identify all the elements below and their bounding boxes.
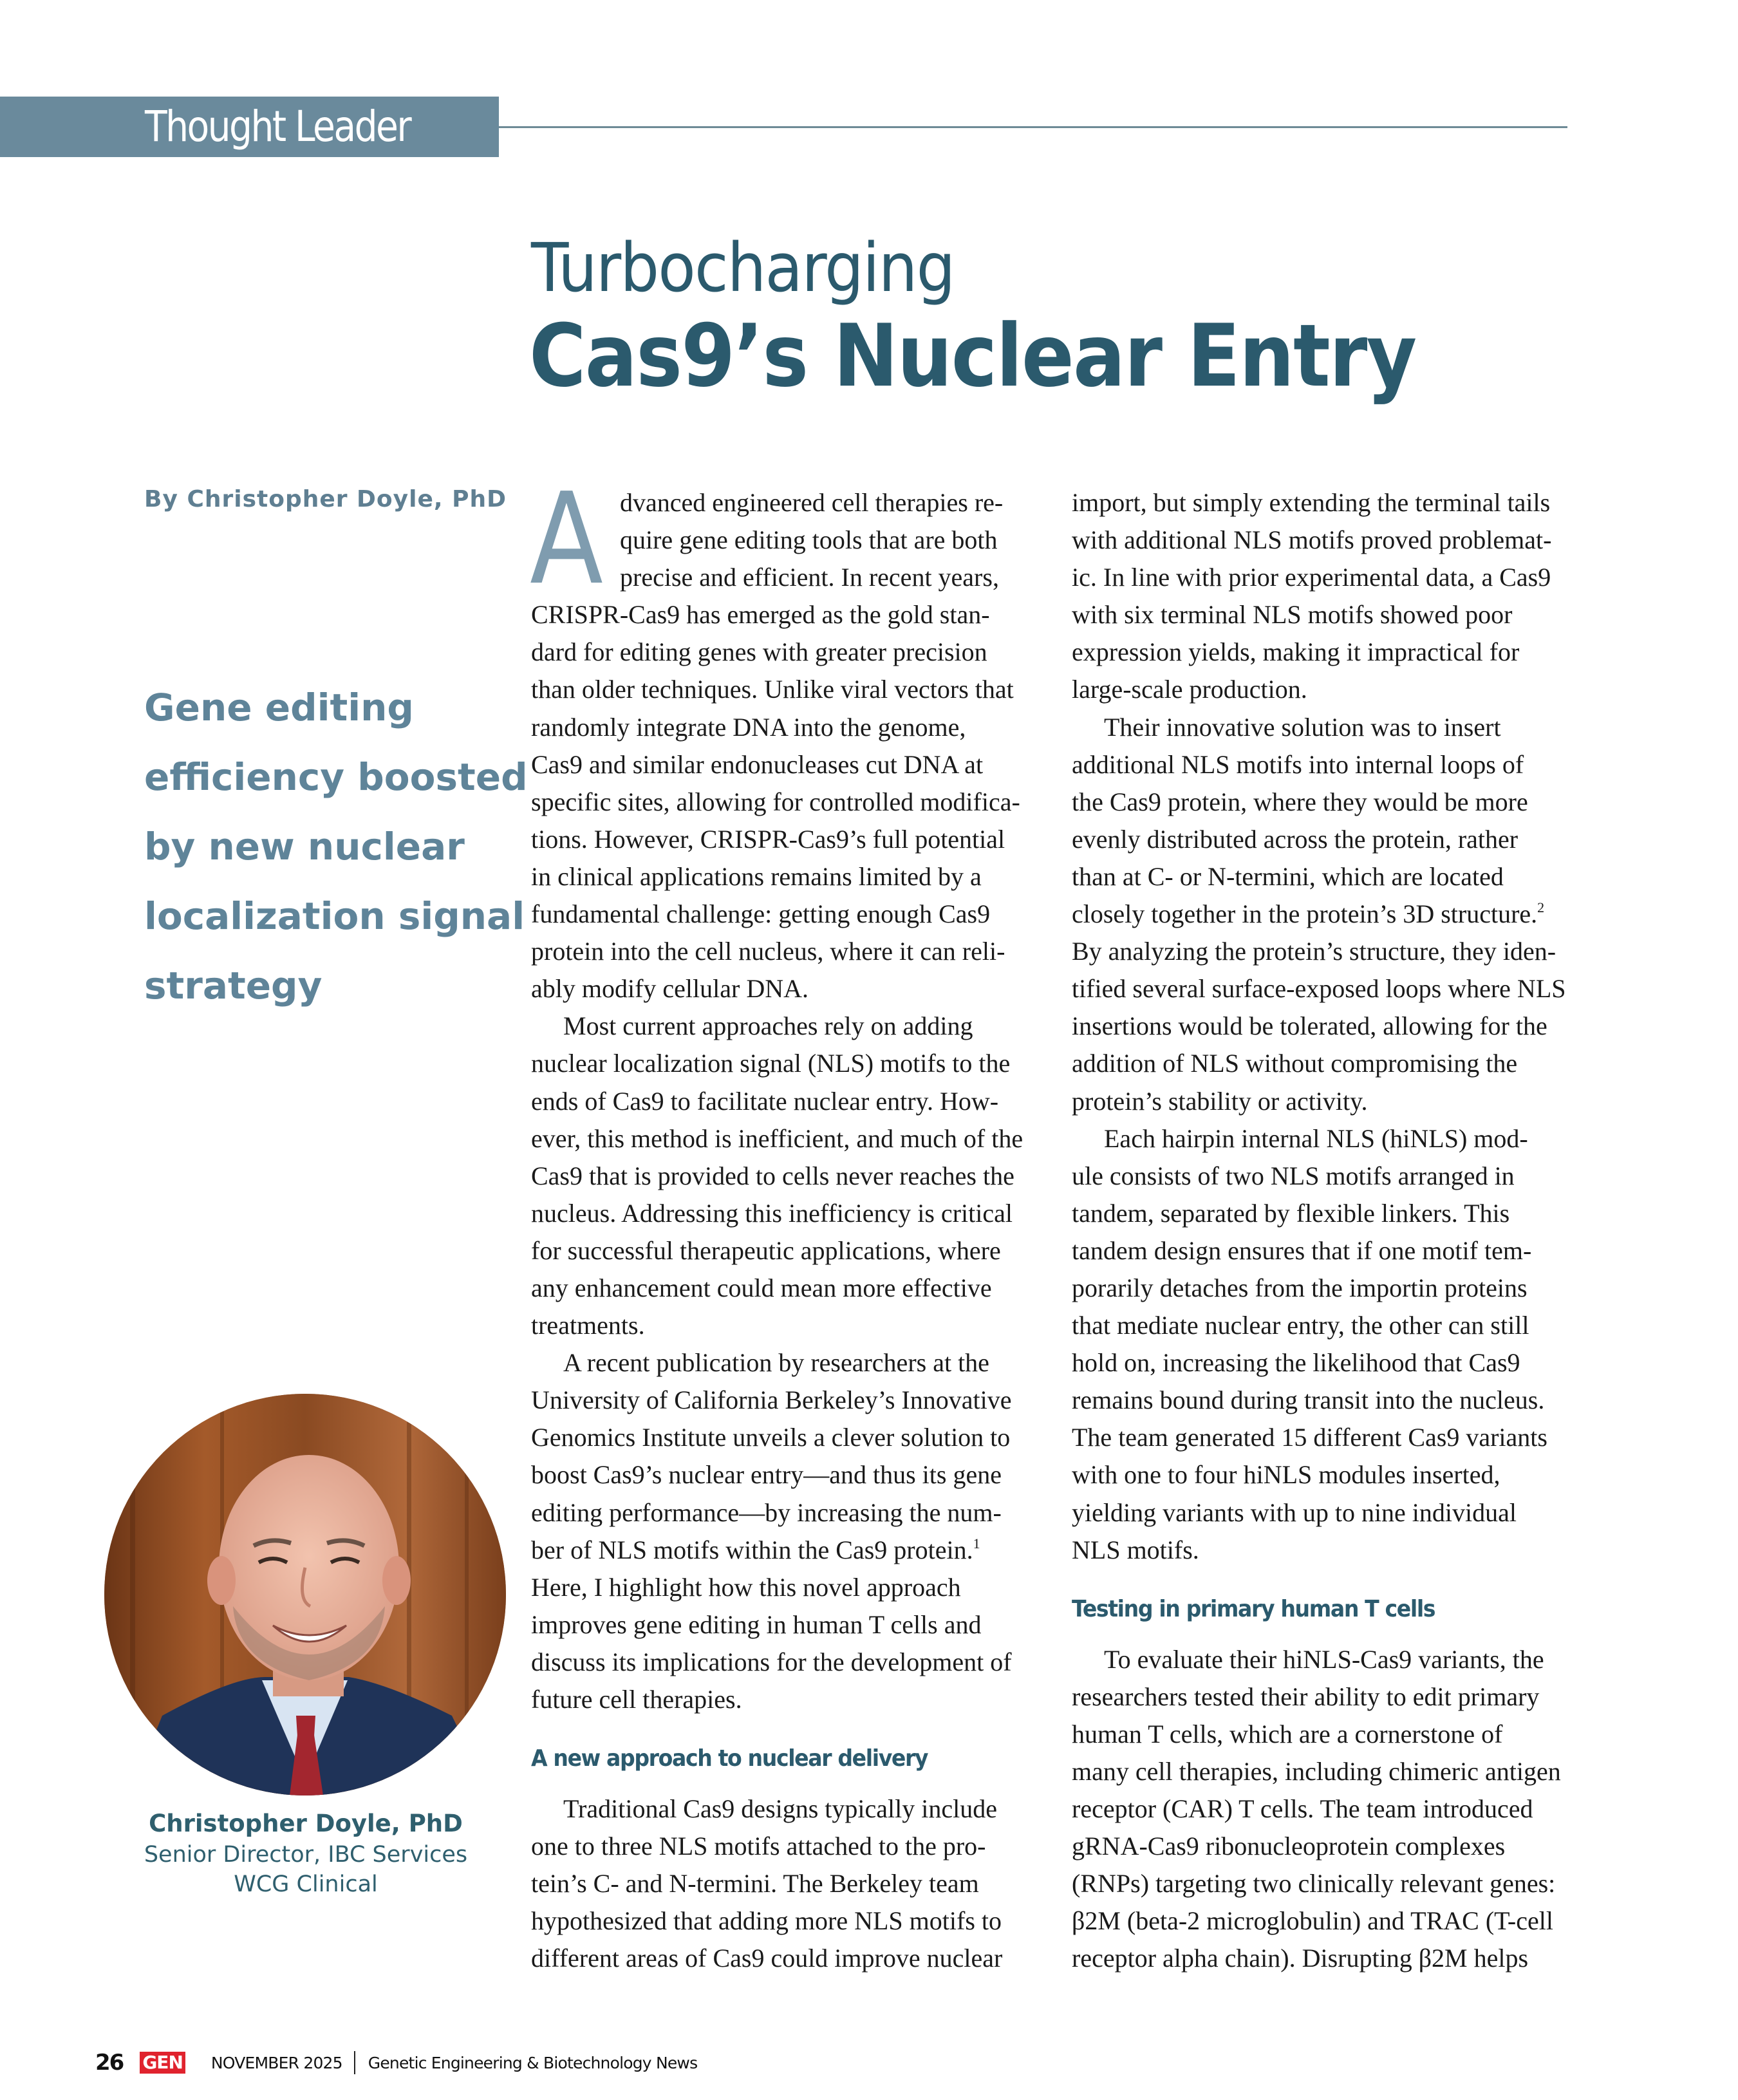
text-line: ever, this method is inefficient, and much of the xyxy=(531,1123,1023,1153)
footer-divider xyxy=(354,2051,355,2074)
publication-name: Genetic Engineering & Biotechnology News xyxy=(368,2053,698,2072)
text-line: CRISPR-Cas9 has emerged as the gold stan- xyxy=(531,600,990,630)
text-line: many cell therapies, including chimeric antigen xyxy=(1072,1757,1561,1786)
text-line: for successful therapeutic applications, where xyxy=(531,1235,1001,1265)
text-line: ic. In line with prior experimental data, a Cas9 xyxy=(1072,563,1551,592)
text-line: Here, I highlight how this novel approach xyxy=(531,1572,961,1602)
text-line: one to three NLS motifs attached to the pro- xyxy=(531,1832,986,1861)
text-line: quire gene editing tools that are both xyxy=(620,525,998,555)
author-role: Senior Director, IBC Services xyxy=(144,1842,468,1868)
text-line: (RNPs) targeting two clinically relevant genes: xyxy=(1072,1869,1556,1898)
text-line: expression yields, making it impractical for xyxy=(1072,637,1520,667)
text-line: insertions would be tolerated, allowing for the xyxy=(1072,1011,1547,1041)
page-footer xyxy=(95,2044,697,2081)
text-line: NLS motifs. xyxy=(1072,1535,1199,1564)
text-line: ber of NLS motifs within the Cas9 protein. xyxy=(531,1535,973,1564)
footnote-ref[interactable]: 1 xyxy=(973,1535,980,1552)
text-line: Most current approaches rely on adding xyxy=(563,1011,973,1041)
section-rule-divider xyxy=(499,126,1567,128)
text-line: By analyzing the protein’s structure, they iden- xyxy=(1072,937,1556,966)
author-organization: WCG Clinical xyxy=(234,1871,378,1897)
text-line: human T cells, which are a cornerstone of xyxy=(1072,1719,1503,1748)
pull-quote-line: Gene editing xyxy=(144,686,414,729)
section-subhead: A new approach to nuclear delivery xyxy=(531,1745,928,1772)
byline: By Christopher Doyle, PhD xyxy=(144,486,507,512)
text-line: Genomics Institute unveils a clever solution to xyxy=(531,1423,1011,1452)
text-line: large-scale production. xyxy=(1072,675,1307,704)
text-line: receptor (CAR) T cells. The team introduced xyxy=(1072,1794,1533,1824)
section-subhead: Testing in primary human T cells xyxy=(1072,1595,1435,1622)
text-line: University of California Berkeley’s Innovative xyxy=(531,1385,1012,1415)
text-line: improves gene editing in human T cells and xyxy=(531,1609,982,1639)
text-line: specific sites, allowing for controlled modifica- xyxy=(531,787,1020,816)
text-line: The team generated 15 different Cas9 variants xyxy=(1072,1423,1547,1452)
text-line: discuss its implications for the development of xyxy=(531,1647,1012,1676)
text-line: gRNA-Cas9 ribonucleoprotein complexes xyxy=(1072,1832,1506,1861)
intro-paragraph xyxy=(530,466,1033,613)
text-line: tified several surface-exposed loops where NLS xyxy=(1072,974,1566,1004)
author-portrait-illustration xyxy=(104,1394,506,1795)
text-line: receptor alpha chain). Disrupting β2M helps xyxy=(1072,1944,1529,1973)
author-caption xyxy=(97,1808,515,1899)
text-line: porarily detaches from the importin proteins xyxy=(1072,1273,1528,1302)
pull-quote xyxy=(144,673,528,1020)
pull-quote-line: localization signal xyxy=(144,894,525,938)
text-line: nucleus. Addressing this inefficiency is critical xyxy=(531,1198,1013,1228)
drop-cap: A xyxy=(530,466,603,613)
text-line: addition of NLS without compromising the xyxy=(1072,1049,1518,1078)
text-line: To evaluate their hiNLS-Cas9 variants, the xyxy=(1104,1644,1544,1674)
text-line: import, but simply extending the terminal tails xyxy=(1072,488,1551,517)
text-line: dvanced engineered cell therapies re- xyxy=(620,488,1004,517)
text-line: Cas9 that is provided to cells never reaches the xyxy=(531,1161,1014,1190)
pull-quote-line: strategy xyxy=(144,964,322,1008)
body-column-2 xyxy=(530,466,1033,1978)
text-line: hypothesized that adding more NLS motifs to xyxy=(531,1906,1002,1936)
text-line: any enhancement could mean more effective xyxy=(531,1273,992,1302)
text-line: dard for editing genes with greater precision xyxy=(531,637,987,667)
pull-quote-line: efficiency boosted xyxy=(144,755,528,799)
text-line: treatments. xyxy=(531,1311,645,1340)
text-line: tandem, separated by flexible linkers. This xyxy=(1072,1198,1510,1228)
page-number: 26 xyxy=(95,2050,124,2076)
text-line: with one to four hiNLS modules inserted, xyxy=(1072,1460,1500,1490)
text-line: Traditional Cas9 designs typically include xyxy=(563,1794,998,1824)
text-line: with six terminal NLS motifs showed poor xyxy=(1072,600,1513,630)
text-line: remains bound during transit into the nucleus. xyxy=(1072,1385,1545,1415)
text-line: evenly distributed across the protein, rather xyxy=(1072,824,1518,854)
text-line: Their innovative solution was to insert xyxy=(1104,712,1501,742)
text-line: closely together in the protein’s 3D structure. xyxy=(1072,899,1538,929)
text-line: than older techniques. Unlike viral vectors that xyxy=(531,675,1014,704)
text-line: additional NLS motifs into internal loops of xyxy=(1072,749,1524,779)
text-line: nuclear localization signal (NLS) motifs to the xyxy=(531,1049,1011,1078)
gen-logo: GEN xyxy=(140,2052,185,2074)
text-line: future cell therapies. xyxy=(531,1685,742,1714)
text-line: ably modify cellular DNA. xyxy=(531,974,808,1004)
text-line: ule consists of two NLS motifs arranged in xyxy=(1072,1161,1515,1190)
text-line: editing performance—by increasing the num- xyxy=(531,1497,1002,1527)
text-line: β2M (beta-2 microglobulin) and TRAC (T-cell xyxy=(1072,1906,1553,1936)
text-line: randomly integrate DNA into the genome, xyxy=(531,712,966,742)
article-title: Cas9’s Nuclear Entry xyxy=(529,306,1416,406)
body-column-3 xyxy=(1072,484,1580,1978)
text-line: protein into the cell nucleus, where it can reli- xyxy=(531,937,1005,966)
text-line: that mediate nuclear entry, the other can still xyxy=(1072,1311,1529,1340)
article-title-kicker: Turbocharging xyxy=(531,229,955,307)
text-line: than at C- or N-termini, which are located xyxy=(1072,861,1504,891)
text-line: A recent publication by researchers at the xyxy=(563,1348,989,1378)
text-line: in clinical applications remains limited by a xyxy=(531,861,982,891)
text-line: Each hairpin internal NLS (hiNLS) mod- xyxy=(1104,1123,1528,1153)
text-line: with additional NLS motifs proved problemat- xyxy=(1072,525,1552,555)
section-label: Thought Leader xyxy=(145,102,411,151)
text-line: fundamental challenge: getting enough Cas9 xyxy=(531,899,991,929)
author-name: Christopher Doyle, PhD xyxy=(149,1810,463,1837)
text-line: ends of Cas9 to facilitate nuclear entry. How- xyxy=(531,1086,999,1116)
footnote-ref[interactable]: 2 xyxy=(1537,899,1545,916)
text-line: different areas of Cas9 could improve nuclear xyxy=(531,1944,1003,1973)
text-line: boost Cas9’s nuclear entry—and thus its gene xyxy=(531,1460,1002,1490)
text-line: protein’s stability or activity. xyxy=(1072,1086,1368,1116)
text-line-with-footnote xyxy=(1072,895,1580,933)
text-line: yielding variants with up to nine individual xyxy=(1072,1497,1517,1527)
text-line: precise and efficient. In recent years, xyxy=(620,563,999,592)
pull-quote-line: by new nuclear xyxy=(144,825,465,868)
text-line: the Cas9 protein, where they would be more xyxy=(1072,787,1528,816)
text-line: researchers tested their ability to edit primary xyxy=(1072,1682,1540,1711)
text-line: Cas9 and similar endonucleases cut DNA at xyxy=(531,749,984,779)
text-line: tein’s C- and N-termini. The Berkeley team xyxy=(531,1869,979,1898)
text-line: hold on, increasing the likelihood that Cas9 xyxy=(1072,1348,1520,1378)
author-photo xyxy=(104,1394,506,1795)
text-line-with-footnote xyxy=(531,1532,1033,1569)
text-line: tandem design ensures that if one motif tem- xyxy=(1072,1235,1532,1265)
issue-date: NOVEMBER 2025 xyxy=(210,2053,342,2072)
text-line: tions. However, CRISPR-Cas9’s full potential xyxy=(531,824,1005,854)
